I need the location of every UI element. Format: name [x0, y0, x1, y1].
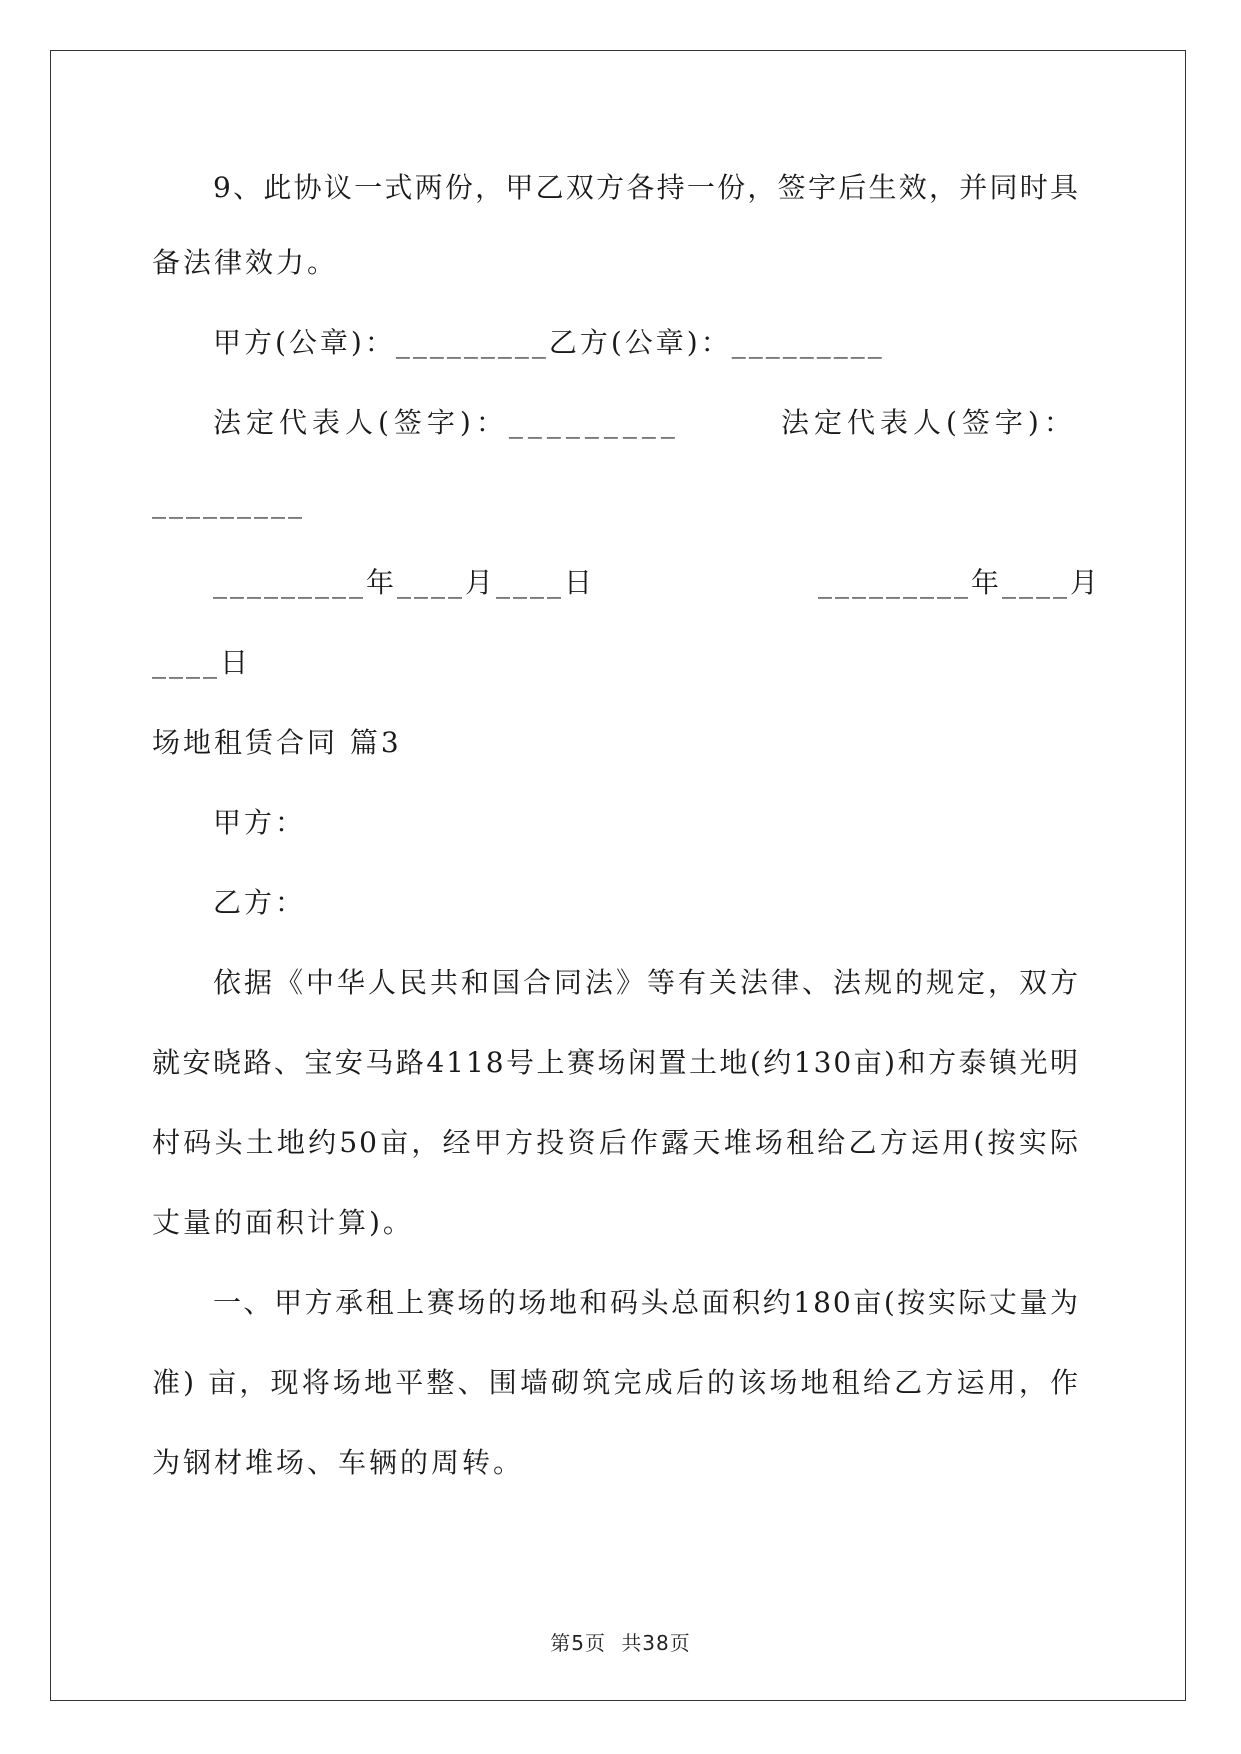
page-footer — [0, 1627, 1241, 1656]
basis-line-2: 就安晓路、宝安马路4118号上赛场闲置土地(约130亩)和方泰镇光明 — [152, 1046, 1080, 1079]
date-b: _________年____月 — [818, 566, 1102, 599]
date-a: _________年____月____日 — [213, 566, 596, 599]
party-b: 乙方： — [213, 886, 307, 919]
seal-line: 甲方(公章)：_________乙方(公章)：_________ — [213, 326, 885, 359]
representative-b-blank: _________ — [152, 486, 305, 519]
party-a: 甲方： — [213, 806, 307, 839]
section-title: 场地租赁合同 篇3 — [152, 726, 402, 759]
page-total: 共38页 — [621, 1631, 691, 1655]
clause-1-line-1: 一、甲方承租上赛场的场地和码头总面积约180亩(按实际丈量为 — [213, 1286, 1080, 1319]
clause-9-line-2: 备法律效力。 — [152, 246, 339, 279]
date-b-day: ____日 — [152, 646, 252, 679]
basis-line-3: 村码头土地约50亩，经甲方投资后作露天堆场租给乙方运用(按实际 — [152, 1126, 1080, 1159]
representative-b: 法定代表人(签字)： — [781, 406, 1077, 439]
basis-line-4: 丈量的面积计算)。 — [152, 1206, 414, 1239]
page-number: 第5页 — [550, 1631, 606, 1655]
basis-line-1: 依据《中华人民共和国合同法》等有关法律、法规的规定，双方 — [213, 966, 1080, 999]
clause-1-line-2: 准) 亩，现将场地平整、围墙砌筑完成后的该场地租给乙方运用，作 — [152, 1366, 1080, 1399]
clause-9-line-1: 9、此协议一式两份，甲乙双方各持一份，签字后生效，并同时具 — [213, 171, 1080, 204]
clause-1-line-3: 为钢材堆场、车辆的周转。 — [152, 1446, 525, 1479]
representative-a: 法定代表人(签字)：_________ — [213, 406, 680, 439]
